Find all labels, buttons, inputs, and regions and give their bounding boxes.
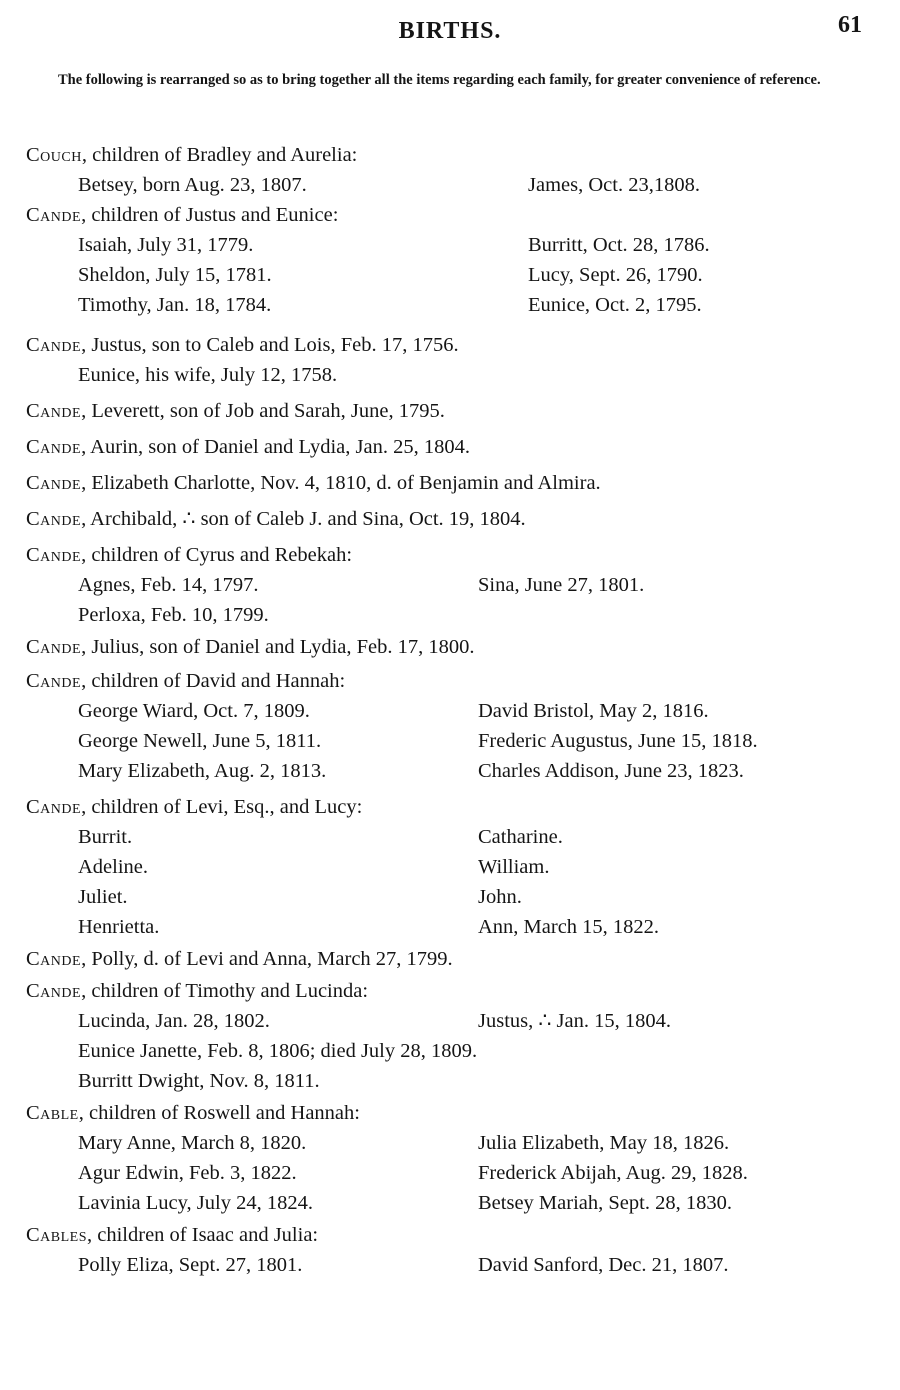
family-entry [26, 432, 900, 462]
family-entry [26, 944, 900, 974]
family-entry [26, 330, 900, 390]
child-record: David Sanford, Dec. 21, 1807. [478, 1254, 729, 1276]
family-entry [26, 666, 900, 786]
entry-heading [26, 976, 900, 1006]
surname: Cande [26, 400, 82, 422]
family-entry [26, 540, 900, 630]
surname: Couch [26, 144, 82, 166]
entry-heading [26, 504, 900, 534]
entry-heading [26, 396, 900, 426]
child-row [78, 1036, 900, 1066]
entry-description: , children of Bradley and Aurelia: [81, 144, 358, 166]
surname: Cande [26, 204, 82, 226]
surname: Cande [26, 544, 82, 566]
entry-heading [26, 1220, 900, 1250]
children-list [78, 822, 900, 942]
child-row [78, 170, 900, 200]
child-row [78, 290, 900, 320]
children-list [78, 360, 900, 390]
children-list [78, 1128, 900, 1218]
child-record: Lucinda, Jan. 28, 1802. [78, 1010, 270, 1032]
child-record: Lucy, Sept. 26, 1790. [528, 264, 703, 286]
entry-heading [26, 432, 900, 462]
child-row [78, 852, 900, 882]
child-record: Sheldon, July 15, 1781. [78, 264, 272, 286]
children-list [78, 1006, 900, 1096]
entry-description: , Elizabeth Charlotte, Nov. 4, 1810, d. of Benjamin and Almira. [81, 472, 601, 494]
family-entry [26, 468, 900, 498]
entry-heading [26, 468, 900, 498]
entry-heading [26, 140, 900, 170]
child-row [78, 260, 900, 290]
child-record: Sina, June 27, 1801. [478, 574, 645, 596]
child-record: Betsey Mariah, Sept. 28, 1830. [478, 1192, 732, 1214]
entry-description: , children of Isaac and Julia: [87, 1224, 319, 1246]
entry-heading [26, 540, 900, 570]
child-row [78, 696, 900, 726]
child-row [78, 822, 900, 852]
entry-description: , Aurin, son of Daniel and Lydia, Jan. 25, 1804. [81, 436, 470, 458]
family-entry [26, 396, 900, 426]
child-row [78, 1128, 900, 1158]
surname: Cables [26, 1224, 88, 1246]
child-record: Eunice, his wife, July 12, 1758. [78, 364, 338, 386]
entry-heading [26, 200, 900, 230]
child-record: George Newell, June 5, 1811. [78, 730, 322, 752]
children-list [78, 570, 900, 630]
family-entry [26, 1098, 900, 1218]
child-row [78, 600, 900, 630]
surname: Cande [26, 670, 82, 692]
child-row [78, 912, 900, 942]
child-record: Ann, March 15, 1822. [478, 916, 660, 938]
entry-description: , children of Roswell and Hannah: [78, 1102, 360, 1124]
page-number: 61 [838, 12, 862, 38]
birth-records-list [0, 140, 900, 1280]
entry-heading [26, 792, 900, 822]
intro-paragraph: The following is rearranged so as to bring together all the items regarding each family, for greater convenience of reference. [58, 72, 821, 88]
children-list [78, 170, 900, 200]
surname: Cande [26, 948, 82, 970]
child-record: Julia Elizabeth, May 18, 1826. [478, 1132, 730, 1154]
child-record: Mary Anne, March 8, 1820. [78, 1132, 307, 1154]
children-list [78, 1250, 900, 1280]
child-record: Agnes, Feb. 14, 1797. [78, 574, 259, 596]
surname: Cande [26, 436, 82, 458]
entry-description: , Archibald, ∴ son of Caleb J. and Sina, Oct. 19, 1804. [81, 508, 526, 530]
child-record: James, Oct. 23,1808. [528, 174, 700, 196]
family-entry [26, 632, 900, 662]
child-row [78, 230, 900, 260]
child-record: Frederic Augustus, June 15, 1818. [478, 730, 758, 752]
child-record: Burritt, Oct. 28, 1786. [528, 234, 710, 256]
entry-heading [26, 632, 900, 662]
child-record: Burrit. [78, 826, 133, 848]
child-row [78, 882, 900, 912]
family-entry [26, 140, 900, 200]
children-list [78, 230, 900, 320]
child-record: Eunice, Oct. 2, 1795. [528, 294, 702, 316]
entry-description: , children of Levi, Esq., and Lucy: [81, 796, 363, 818]
surname: Cande [26, 472, 82, 494]
entry-description: , Julius, son of Daniel and Lydia, Feb. 17, 1800. [81, 636, 475, 658]
family-entry [26, 976, 900, 1096]
entry-heading [26, 944, 900, 974]
family-entry [26, 1220, 900, 1280]
child-record: Perloxa, Feb. 10, 1799. [78, 604, 269, 626]
child-row [78, 360, 900, 390]
entry-heading [26, 666, 900, 696]
child-record: David Bristol, May 2, 1816. [478, 700, 709, 722]
child-row [78, 726, 900, 756]
entry-description: , children of Cyrus and Rebekah: [81, 544, 353, 566]
surname: Cande [26, 334, 82, 356]
child-record: Isaiah, July 31, 1779. [78, 234, 254, 256]
page-title: BIRTHS. [398, 18, 502, 44]
entry-description: , children of Justus and Eunice: [81, 204, 339, 226]
child-record: George Wiard, Oct. 7, 1809. [78, 700, 310, 722]
surname: Cande [26, 508, 82, 530]
children-list [78, 696, 900, 786]
child-row [78, 1250, 900, 1280]
child-record: Agur Edwin, Feb. 3, 1822. [78, 1162, 297, 1184]
child-record: Charles Addison, June 23, 1823. [478, 760, 744, 782]
child-row [78, 1158, 900, 1188]
child-record: Adeline. [78, 856, 149, 878]
entry-description: , children of David and Hannah: [81, 670, 346, 692]
surname: Cable [26, 1102, 79, 1124]
entry-heading [26, 330, 900, 360]
child-record: Justus, ∴ Jan. 15, 1804. [478, 1010, 671, 1032]
child-record: Eunice Janette, Feb. 8, 1806; died July 28, 1809. [78, 1040, 478, 1062]
child-row [78, 570, 900, 600]
entry-description: , children of Timothy and Lucinda: [81, 980, 369, 1002]
child-record: Timothy, Jan. 18, 1784. [78, 294, 272, 316]
child-record: Juliet. [78, 886, 128, 908]
surname: Cande [26, 980, 82, 1002]
child-row [78, 756, 900, 786]
entry-heading [26, 1098, 900, 1128]
child-record: John. [478, 886, 522, 908]
child-record: William. [478, 856, 550, 878]
child-record: Polly Eliza, Sept. 27, 1801. [78, 1254, 303, 1276]
child-record: Henrietta. [78, 916, 160, 938]
surname: Cande [26, 796, 82, 818]
child-record: Catharine. [478, 826, 563, 848]
child-record: Frederick Abijah, Aug. 29, 1828. [478, 1162, 748, 1184]
family-entry [26, 504, 900, 534]
family-entry [26, 792, 900, 942]
family-entry [26, 200, 900, 320]
child-row [78, 1188, 900, 1218]
child-row [78, 1006, 900, 1036]
child-record: Burritt Dwight, Nov. 8, 1811. [78, 1070, 320, 1092]
child-record: Lavinia Lucy, July 24, 1824. [78, 1192, 313, 1214]
entry-description: , Leverett, son of Job and Sarah, June, 1795. [81, 400, 445, 422]
entry-description: , Justus, son to Caleb and Lois, Feb. 17, 1756. [81, 334, 459, 356]
child-record: Betsey, born Aug. 23, 1807. [78, 174, 307, 196]
child-row [78, 1066, 900, 1096]
entry-description: , Polly, d. of Levi and Anna, March 27, 1799. [81, 948, 453, 970]
surname: Cande [26, 636, 82, 658]
child-record: Mary Elizabeth, Aug. 2, 1813. [78, 760, 327, 782]
